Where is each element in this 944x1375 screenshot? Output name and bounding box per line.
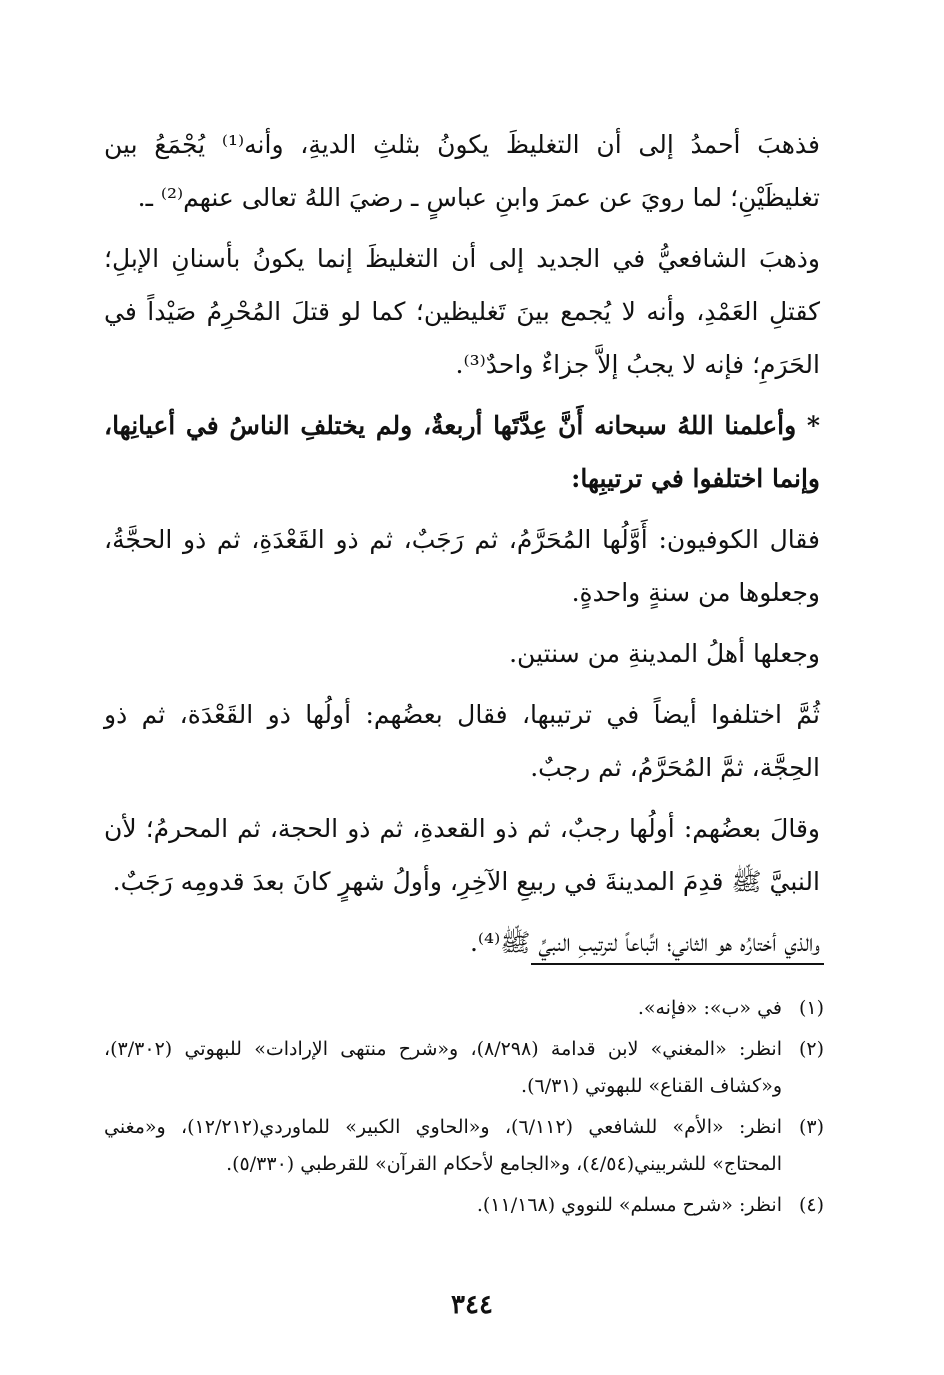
paragraph-author-choice: والذي أختارُه هو الثاني؛ اتِّباعاً لترتيبِ النبيِّ ﷺ⁽⁴⁾. (469, 928, 820, 957)
footnote-text: انظر: «المغني» لابن قدامة (٨/٢٩٨)، و«شرح منتهى الإرادات» للبهوتي (٣/٣٠٢)، و«كشاف القناع» للبهوتي (٦/٣١). (104, 1038, 782, 1097)
footnote-number: (٣) (798, 1116, 824, 1138)
footnote-number: (٤) (798, 1194, 824, 1216)
footnote-number: (١) (798, 997, 824, 1019)
page-number: ٣٤٤ (451, 1290, 493, 1320)
footnote-3 (104, 1109, 824, 1183)
footnote-number: (٢) (798, 1038, 824, 1060)
paragraph-kufans-order: فقال الكوفيون: أَوَّلُها المُحَرَّمُ، ثم رَجَبٌ، ثم ذو القَعْدَةِ، ثم ذو الحجَّةُ، وجعلوها من سنةٍ واحدةٍ. (104, 525, 820, 607)
footnote-separator (531, 963, 824, 965)
paragraph-second-order: ثُمَّ اختلفوا أيضاً في ترتيبها، فقال بعضُهم: أولُها ذو القَعْدَة، ثم ذو الحِجَّة، ثمَّ المُحَرَّمُ، ثم رجبٌ. (104, 700, 820, 782)
paragraph-shafii-opinion: وذهبَ الشافعيُّ في الجديد إلى أن التغليظَ إنما يكونُ بأسنانِ الإبلِ؛ كقتلِ العَمْدِ، وأنه لا يُجمع بينَ تَغليظين؛ كما لو قتلَ المُحْرِمُ صَيْداً في الحَرَمِ؛ فإنه لا يجبُ إلاَّ جزاءٌ واحدٌ⁽³⁾. (104, 244, 820, 379)
paragraph-sacred-months: * وأعلمنا اللهُ سبحانه أَنَّ عِدَّتَها أربعةٌ، ولم يختلفِ الناسُ في أعيانِها، وإنما اختلفوا في ترتيبِها: (104, 411, 820, 493)
footnotes (104, 990, 824, 1228)
footnote-text: انظر: «شرح مسلم» للنووي (١١/١٦٨). (476, 1194, 782, 1216)
main-text (104, 118, 820, 977)
paragraph-ahmad-opinion: فذهبَ أحمدُ إلى أن التغليظَ يكونُ بثلثِ الديةِ، وأنه⁽¹⁾ يُجْمَعُ بين تغليظَيْنِ؛ لما رويَ عن عمرَ وابنِ عباسٍ ـ رضيَ اللهُ تعالى عنهم⁽²⁾ ـ. (104, 130, 821, 212)
footnote-2 (104, 1031, 824, 1105)
paragraph-medina-order: وجعلها أهلُ المدينةِ من سنتين. (509, 639, 820, 668)
footnote-text: انظر: «الأم» للشافعي (٦/١١٢)، و«الحاوي الكبير» للماوردي(١٢/٢١٢)، و«مغني المحتاج» للشربيني(٤/٥٤)، و«الجامع لأحكام القرآن» للقرطبي (٥/٣٣٠). (104, 1116, 782, 1175)
footnote-text: في «ب»: «فإنه». (637, 997, 782, 1019)
footnote-4 (104, 1187, 824, 1224)
paragraph-third-order: وقالَ بعضُهم: أولُها رجبٌ، ثم ذو القعدةِ، ثم ذو الحجة، ثم المحرمُ؛ لأن النبيَّ ﷺ قدِمَ المدينةَ في ربيعِ الآخِرِ، وأولُ شهرٍ كانَ بعدَ قدومِه رَجَبٌ. (104, 814, 820, 896)
footnote-1 (104, 990, 824, 1027)
